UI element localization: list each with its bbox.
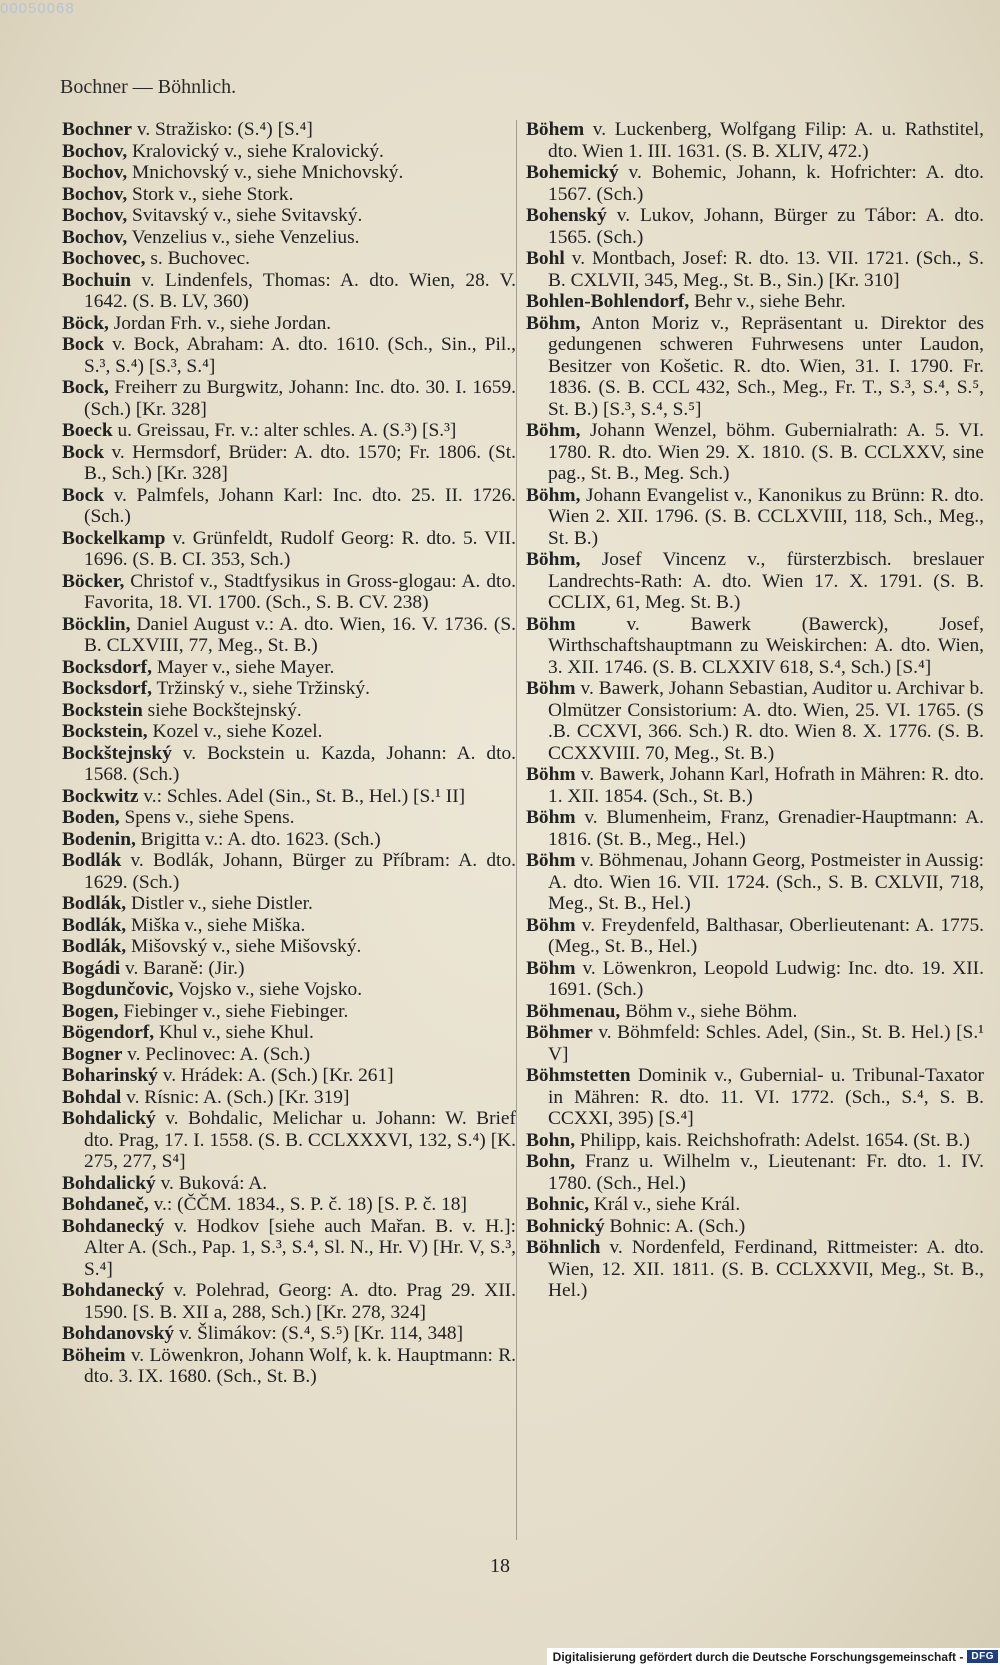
entry-headword: Bohdalický bbox=[62, 1172, 156, 1194]
dictionary-entry bbox=[62, 915, 516, 937]
entry-text: Josef Vincenz v., fürsterzbisch. breslauer Landrechts-Rath: A. dto. Wien 17. X. 1791. (S. B. CCLIX, 61, Meg. St. B.) bbox=[548, 549, 984, 613]
entry-headword: Bochov, bbox=[62, 140, 128, 162]
entry-headword: Böck, bbox=[62, 312, 109, 334]
entry-headword: Boeck bbox=[62, 420, 113, 441]
entry-headword: Böhmenau, bbox=[526, 1000, 621, 1022]
entry-headword: Bocksdorf, bbox=[62, 656, 152, 678]
entry-text: Mnichovský v., siehe Mnichovský. bbox=[127, 162, 404, 183]
entry-headword: Boharinský bbox=[62, 1065, 158, 1086]
entry-headword: Bohnický bbox=[526, 1215, 605, 1237]
dictionary-entry bbox=[62, 119, 516, 141]
entry-headword: Bogen, bbox=[62, 1000, 119, 1022]
dictionary-entry bbox=[62, 485, 516, 528]
dictionary-entry bbox=[526, 764, 984, 807]
entry-headword: Bohlen-Bohlendorf, bbox=[526, 291, 690, 312]
entry-text: Bohnic: A. (Sch.) bbox=[604, 1215, 746, 1237]
entry-text: v. Bohemic, Johann, k. Hofrichter: A. dto. 1567. (Sch.) bbox=[548, 162, 984, 205]
entry-headword: Bochovec, bbox=[62, 248, 146, 269]
entry-text: v. Löwenkron, Johann Wolf, k. k. Hauptmann: R. dto. 3. IX. 1680. (Sch., St. B.) bbox=[84, 1344, 516, 1387]
entry-text: v. Grünfeldt, Rudolf Georg: R. dto. 5. VII. 1696. (S. B. CI. 353, Sch.) bbox=[84, 527, 516, 570]
dictionary-entry bbox=[62, 678, 516, 700]
dictionary-entry bbox=[62, 1194, 516, 1216]
dictionary-entry bbox=[526, 420, 984, 485]
dictionary-entry bbox=[62, 614, 516, 657]
entry-headword: Bochov, bbox=[62, 162, 128, 183]
dictionary-entry bbox=[62, 721, 516, 743]
entry-headword: Bochuin bbox=[62, 269, 131, 291]
entry-text: v. Hodkov [siehe auch Mařan. B. v. H.]: Alter A. (Sch., Pap. 1, S.³, S.⁴, Sl. N., Hr. V) [Hr. V, S.³, S.⁴] bbox=[84, 1215, 516, 1280]
entry-text: Christof v., Stadtfysikus in Gross-glogau: A. dto. Favorita, 18. VI. 1700. (Sch., S. B. CV. 238) bbox=[84, 570, 516, 613]
dictionary-entry bbox=[62, 700, 516, 722]
entry-headword: Bohn, bbox=[526, 1129, 576, 1151]
entry-headword: Bohdanecký bbox=[62, 1215, 165, 1237]
entry-headword: Bockstein, bbox=[62, 721, 148, 742]
entry-text: v. Šlimákov: (S.⁴, S.⁵) [Kr. 114, 348] bbox=[174, 1323, 464, 1344]
footer-text: Digitalisierung gefördert durch die Deutsche Forschungsgemeinschaft - bbox=[552, 1649, 964, 1664]
dictionary-entry bbox=[62, 936, 516, 958]
entry-headword: Böcker, bbox=[62, 570, 125, 592]
entry-text: v. Hermsdorf, Brüder: A. dto. 1570; Fr. 1806. (St. B., Sch.) [Kr. 328] bbox=[84, 441, 516, 484]
entry-headword: Böhmer bbox=[526, 1022, 593, 1043]
entry-text: Böhm v., siehe Böhm. bbox=[620, 1000, 798, 1022]
dictionary-entry bbox=[526, 1216, 984, 1238]
right-column bbox=[526, 119, 984, 1302]
entry-headword: Bock, bbox=[62, 377, 109, 398]
entry-text: v. Rísnic: A. (Sch.) [Kr. 319] bbox=[121, 1086, 350, 1108]
entry-headword: Boden, bbox=[62, 807, 120, 828]
entry-text: Spens v., siehe Spens. bbox=[119, 807, 295, 828]
running-head: Bochner — Böhnlich. bbox=[60, 76, 237, 98]
dictionary-entry bbox=[62, 1044, 516, 1066]
entry-text: Král v., siehe Král. bbox=[589, 1194, 741, 1215]
entry-text: v. Bawerk (Bawerck), Josef, Wirthschaftshauptmann zu Weiskirchen: A. dto. Wien, 3. XII. 1746. (S. B. CLXXIV 618, S.⁴, Sch.) [S.⁴] bbox=[548, 613, 984, 678]
entry-text: v. Stražisko: (S.⁴) [S.⁴] bbox=[132, 119, 313, 140]
dictionary-entry bbox=[62, 1022, 516, 1044]
entry-text: Miška v., siehe Miška. bbox=[126, 914, 306, 936]
entry-headword: Böcklin, bbox=[62, 613, 131, 635]
entry-headword: Böhm bbox=[526, 613, 576, 635]
entry-headword: Böhm, bbox=[526, 549, 581, 570]
dictionary-entry bbox=[526, 1130, 984, 1152]
entry-headword: Bodlák bbox=[62, 850, 122, 871]
entry-text: v. Löwenkron, Leopold Ludwig: Inc. dto. 19. XII. 1691. (Sch.) bbox=[548, 957, 984, 1000]
entry-text: v. Palmfels, Johann Karl: Inc. dto. 25. II. 1726. (Sch.) bbox=[84, 484, 516, 527]
dictionary-entry bbox=[526, 549, 984, 614]
entry-headword: Bogdunčovic, bbox=[62, 979, 174, 1000]
entry-text: v. Bockstein u. Kazda, Johann: A. dto. 1568. (Sch.) bbox=[84, 742, 516, 785]
entry-headword: Böhm bbox=[526, 678, 576, 699]
entry-headword: Böhm bbox=[526, 957, 576, 979]
entry-headword: Bohn, bbox=[526, 1151, 576, 1172]
entry-headword: Böhm bbox=[526, 807, 576, 828]
dictionary-entry bbox=[526, 850, 984, 915]
entry-text: v. Montbach, Josef: R. dto. 13. VII. 1721. (Sch., S. B. CXLVII, 345, Meg., St. B., Sin.) [Kr. 310] bbox=[548, 248, 984, 291]
dictionary-entry bbox=[526, 248, 984, 291]
entry-text: v. Blumenheim, Franz, Grenadier-Hauptmann: A. 1816. (St. B., Meg., Hel.) bbox=[548, 807, 984, 850]
dictionary-entry bbox=[62, 1065, 516, 1087]
entry-headword: Bohl bbox=[526, 248, 565, 269]
left-column bbox=[62, 119, 516, 1388]
entry-text: Khul v., siehe Khul. bbox=[154, 1022, 314, 1043]
entry-text: s. Buchovec. bbox=[145, 248, 250, 269]
entry-text: v. Lukov, Johann, Bürger zu Tábor: A. dto. 1565. (Sch.) bbox=[548, 205, 984, 248]
entry-headword: Bogner bbox=[62, 1043, 123, 1065]
dictionary-entry bbox=[526, 915, 984, 958]
dictionary-entry bbox=[526, 313, 984, 421]
entry-text: Behr v., siehe Behr. bbox=[689, 291, 846, 312]
entry-text: v. Bawerk, Johann Sebastian, Auditor u. Archivar b. Olmützer Consistorium: A. dto. Wien, 25. VI. 1765. (S .B. CCXVI, 366. Sch.) R. dto. Wien 8. X. 1776. (S. B. CCXXVIII. 70, Meg., St. B.) bbox=[548, 678, 984, 764]
entry-headword: Bodlák, bbox=[62, 893, 127, 914]
footer-bar bbox=[547, 1648, 1000, 1665]
dictionary-entry bbox=[62, 1345, 516, 1388]
dictionary-entry bbox=[526, 162, 984, 205]
dictionary-entry bbox=[526, 485, 984, 550]
dictionary-entry bbox=[62, 1087, 516, 1109]
entry-text: Stork v., siehe Stork. bbox=[127, 183, 294, 205]
dfg-logo: DFG bbox=[967, 1650, 998, 1663]
entry-headword: Bock bbox=[62, 441, 105, 463]
entry-text: siehe Bockštejnský. bbox=[142, 699, 302, 721]
dictionary-entry bbox=[62, 1280, 516, 1323]
entry-headword: Bogádi bbox=[62, 957, 121, 979]
entry-text: Philipp, kais. Reichshofrath: Adelst. 1654. (St. B.) bbox=[575, 1129, 970, 1151]
dictionary-entry bbox=[526, 1022, 984, 1065]
entry-text: Brigitta v.: A. dto. 1623. (Sch.) bbox=[135, 828, 381, 850]
entry-headword: Bohnic, bbox=[526, 1194, 590, 1215]
dictionary-entry bbox=[62, 850, 516, 893]
entry-text: Johann Evangelist v., Kanonikus zu Brünn: R. dto. Wien 2. XII. 1796. (S. B. CCLXVIII, 118, Sch., Meg., St. B.) bbox=[548, 484, 984, 549]
entry-text: Mišovský v., siehe Mišovský. bbox=[126, 936, 362, 957]
dictionary-entry bbox=[62, 248, 516, 270]
dictionary-entry bbox=[62, 377, 516, 420]
dictionary-entry bbox=[62, 893, 516, 915]
entry-text: v. Bock, Abraham: A. dto. 1610. (Sch., Sin., Pil., S.³, S.⁴) [S.³, S.⁴] bbox=[84, 334, 516, 377]
entry-text: v. Lindenfels, Thomas: A. dto. Wien, 28. V. 1642. (S. B. LV, 360) bbox=[84, 269, 516, 312]
entry-headword: Böhnlich bbox=[526, 1237, 601, 1258]
entry-text: Distler v., siehe Distler. bbox=[126, 893, 313, 914]
dictionary-entry bbox=[62, 829, 516, 851]
dictionary-entry bbox=[62, 807, 516, 829]
entry-headword: Bohdanovský bbox=[62, 1323, 175, 1344]
dictionary-entry bbox=[62, 1173, 516, 1195]
dictionary-entry bbox=[62, 1108, 516, 1173]
entry-text: v. Hrádek: A. (Sch.) [Kr. 261] bbox=[157, 1065, 394, 1086]
entry-text: v. Baraně: (Jir.) bbox=[120, 957, 245, 979]
entry-headword: Bocksdorf, bbox=[62, 678, 152, 699]
entry-text: v. Peclinovec: A. (Sch.) bbox=[122, 1043, 311, 1065]
entry-text: v. Bodlák, Johann, Bürger zu Příbram: A. dto. 1629. (Sch.) bbox=[84, 850, 516, 893]
entry-headword: Bodenin, bbox=[62, 828, 136, 850]
entry-text: Daniel August v.: A. dto. Wien, 16. V. 1736. (S. B. CLXVIII, 77, Meg., St. B.) bbox=[84, 613, 516, 656]
entry-headword: Bohdal bbox=[62, 1086, 122, 1108]
dictionary-entry bbox=[526, 678, 984, 764]
dictionary-entry bbox=[526, 1237, 984, 1302]
entry-text: v. Nordenfeld, Ferdinand, Rittmeister: A. dto. Wien, 12. XII. 1811. (S. B. CCLXXVII, Meg., St. B., Hel.) bbox=[548, 1237, 984, 1301]
entry-headword: Bochner bbox=[62, 119, 133, 140]
entry-text: v. Buková: A. bbox=[155, 1172, 268, 1194]
entry-headword: Bodlák, bbox=[62, 914, 127, 936]
dictionary-entry bbox=[526, 1065, 984, 1130]
entry-text: Mayer v., siehe Mayer. bbox=[151, 656, 335, 678]
dictionary-entry bbox=[62, 1323, 516, 1345]
dictionary-entry bbox=[62, 786, 516, 808]
entry-headword: Böhm, bbox=[526, 420, 581, 441]
dictionary-entry bbox=[62, 141, 516, 163]
entry-text: v. Bawerk, Johann Karl, Hofrath in Mähren: R. dto. 1. XII. 1854. (Sch., St. B.) bbox=[548, 764, 984, 807]
dictionary-entry bbox=[62, 420, 516, 442]
entry-headword: Bochov, bbox=[62, 183, 128, 205]
entry-text: v. Luckenberg, Wolfgang Filip: A. u. Rathstitel, dto. Wien 1. III. 1631. (S. B. XLIV, 472.) bbox=[548, 119, 984, 162]
entry-text: v. Böhmfeld: Schles. Adel, (Sin., St. B. Hel.) [S.¹ V] bbox=[548, 1022, 984, 1065]
dictionary-entry bbox=[526, 1151, 984, 1194]
entry-headword: Bockstein bbox=[62, 699, 143, 721]
column-divider bbox=[516, 120, 517, 1540]
entry-headword: Bock bbox=[62, 334, 105, 355]
entry-headword: Böhm bbox=[526, 764, 576, 785]
scan-stamp: 00050068 bbox=[0, 0, 75, 17]
entry-text: v.: Schles. Adel (Sin., St. B., Hel.) [S.¹ II] bbox=[138, 785, 466, 807]
dictionary-entry bbox=[526, 807, 984, 850]
entry-headword: Böhem bbox=[526, 119, 585, 140]
dictionary-entry bbox=[62, 657, 516, 679]
entry-headword: Bohdaneč, bbox=[62, 1194, 149, 1215]
dictionary-entry bbox=[526, 291, 984, 313]
dictionary-entry bbox=[62, 1001, 516, 1023]
entry-headword: Bochov, bbox=[62, 205, 128, 226]
dictionary-entry bbox=[526, 1194, 984, 1216]
entry-text: Tržinský v., siehe Tržinský. bbox=[151, 678, 370, 699]
entry-text: Fiebinger v., siehe Fiebinger. bbox=[118, 1000, 349, 1022]
entry-text: Jordan Frh. v., siehe Jordan. bbox=[108, 312, 332, 334]
entry-headword: Böhm bbox=[526, 914, 576, 936]
dictionary-entry bbox=[526, 119, 984, 162]
dictionary-entry bbox=[526, 958, 984, 1001]
entry-text: Kralovický v., siehe Kralovický. bbox=[127, 140, 384, 162]
entry-text: Johann Wenzel, böhm. Gubernialrath: A. 5. VI. 1780. R. dto. Wien 29. X. 1810. (S. B. CCLXXV, sine pag., St. B., Meg. Sch.) bbox=[548, 420, 984, 484]
page-number: 18 bbox=[490, 1555, 510, 1577]
entry-headword: Bohemický bbox=[526, 162, 619, 183]
dictionary-entry bbox=[62, 442, 516, 485]
entry-text: Dominik v., Gubernial- u. Tribunal-Taxator in Mähren: R. dto. 11. VI. 1772. (Sch., S.⁴, S. B. CCXXI, 395) [S.⁴] bbox=[548, 1065, 984, 1129]
entry-text: v.: (ČČM. 1834., S. P. č. 18) [S. P. č. 18] bbox=[148, 1194, 467, 1215]
dictionary-entry bbox=[62, 958, 516, 980]
entry-headword: Böheim bbox=[62, 1344, 126, 1366]
dictionary-entry bbox=[62, 270, 516, 313]
entry-text: Venzelius v., siehe Venzelius. bbox=[127, 226, 360, 248]
dictionary-entry bbox=[526, 1001, 984, 1023]
entry-headword: Bockštejnský bbox=[62, 742, 172, 764]
entry-text: u. Greissau, Fr. v.: alter schles. A. (S.³) [S.³] bbox=[112, 420, 457, 441]
dictionary-entry bbox=[62, 334, 516, 377]
entry-headword: Bohdanecký bbox=[62, 1280, 165, 1301]
entry-text: Svitavský v., siehe Svitavský. bbox=[127, 205, 363, 226]
dictionary-entry bbox=[62, 205, 516, 227]
entry-headword: Böhm bbox=[526, 850, 576, 871]
entry-headword: Bochov, bbox=[62, 226, 128, 248]
entry-text: Freiherr zu Burgwitz, Johann: Inc. dto. 30. I. 1659. (Sch.) [Kr. 328] bbox=[84, 377, 516, 420]
entry-text: v. Polehrad, Georg: A. dto. Prag 29. XII. 1590. [S. B. XII a, 288, Sch.) [Kr. 278, 324] bbox=[84, 1280, 516, 1323]
entry-headword: Bohdalický bbox=[62, 1108, 156, 1129]
dictionary-entry bbox=[62, 571, 516, 614]
entry-text: Franz u. Wilhelm v., Lieutenant: Fr. dto. 1. IV. 1780. (Sch., Hel.) bbox=[548, 1151, 984, 1194]
entry-headword: Böhmstetten bbox=[526, 1065, 631, 1086]
entry-headword: Bockwitz bbox=[62, 785, 139, 807]
entry-text: v. Böhmenau, Johann Georg, Postmeister in Aussig: A. dto. Wien 16. VII. 1724. (Sch., S. B. CXLVII, 718, Meg., St. B., Hel.) bbox=[548, 850, 984, 914]
dictionary-entry bbox=[526, 614, 984, 679]
entry-headword: Bodlák, bbox=[62, 936, 127, 957]
entry-text: v. Bohdalic, Melichar u. Johann: W. Brief dto. Prag, 17. I. 1558. (S. B. CCLXXXVI, 132, S.⁴) [K. 275, 277, S⁴] bbox=[84, 1108, 516, 1172]
entry-headword: Bockelkamp bbox=[62, 527, 166, 549]
entry-text: Kozel v., siehe Kozel. bbox=[147, 721, 323, 742]
dictionary-entry bbox=[62, 979, 516, 1001]
dictionary-entry bbox=[526, 205, 984, 248]
entry-headword: Bock bbox=[62, 484, 105, 506]
entry-headword: Böhm, bbox=[526, 312, 581, 334]
dictionary-entry bbox=[62, 743, 516, 786]
entry-headword: Bohenský bbox=[526, 205, 607, 226]
dictionary-entry bbox=[62, 227, 516, 249]
dictionary-entry bbox=[62, 313, 516, 335]
dictionary-entry bbox=[62, 184, 516, 206]
entry-headword: Böhm, bbox=[526, 484, 581, 506]
dictionary-entry bbox=[62, 162, 516, 184]
entry-text: v. Freydenfeld, Balthasar, Oberlieutenant: A. 1775. (Meg., St. B., Hel.) bbox=[548, 914, 984, 957]
entry-text: Anton Moriz v., Repräsentant u. Direktor des gedungenen schweren Fuhrwesens unter Laudon, Besitzer von Košetic. R. dto. Wien, 31. I. 1790. Fr. 1836. (S. B. CCL 432, Sch., Meg., Fr. T., S.³, S.⁴, S.⁵, St. B.) [S.³, S.⁴, S.⁵] bbox=[548, 312, 984, 420]
entry-text: Vojsko v., siehe Vojsko. bbox=[173, 979, 363, 1000]
dictionary-entry bbox=[62, 1216, 516, 1281]
entry-headword: Bögendorf, bbox=[62, 1022, 155, 1043]
dictionary-entry bbox=[62, 528, 516, 571]
